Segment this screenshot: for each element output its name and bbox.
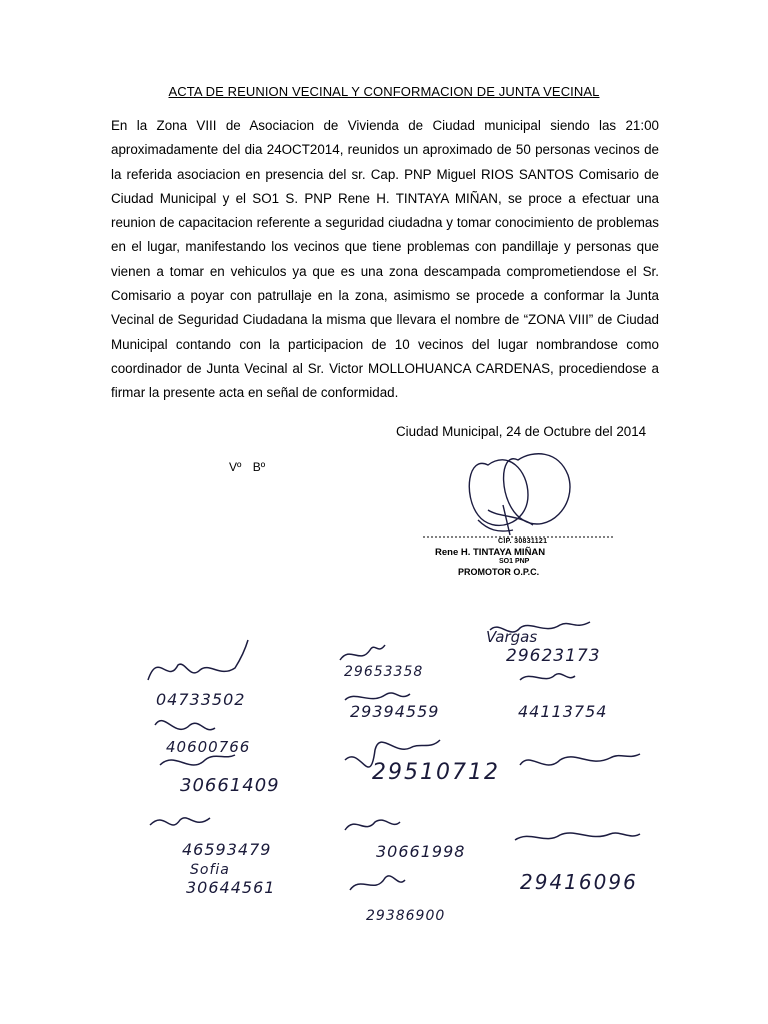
signature-dni: 29653358 (344, 664, 424, 680)
signature-dni: 29623173 (506, 646, 601, 666)
approval-mark: Vº Bº (229, 460, 266, 474)
stamp-cip: CIP. 30831121 (498, 538, 548, 545)
stamp-name: Rene H. TINTAYA MIÑAN (435, 547, 546, 558)
signature-dni: 04733502 (156, 690, 246, 709)
signature-dni: 44113754 (518, 702, 608, 721)
signature-section (0, 590, 768, 1024)
document-body: En la Zona VIII de Asociacion de Vivienda de Ciudad municipal siendo las 21:00 aproximadamente del dia 24OCT2014, reunidos un aproximado de 50 personas vecinos de la referida asociacion en presencia del sr. Cap. PNP Miguel RIOS SANTOS Comisario de Ciudad Municipal y el SO1 S. PNP Rene H. TINTAYA MIÑAN, se proce a efectuar una reunion de capacitacion referente a seguridad ciudadna y tomar conocimiento de problemas en el lugar, manifestando los vecinos que tiene problemas con pandillaje y personas que vienen a tomar en vehiculos ya que es una zona descampada comprometiendose el Sr. Comisario a poyar con patrullaje en la zona, asimismo se procede a conformar la Junta Vecinal de Seguridad Ciudadana la misma que llevara el nombre de “ZONA VIII” de Ciudad Municipal contando con la participacion de 10 vecinos del lugar nombrandose como coordinador de Junta Vecinal al Sr. Victor MOLLOHUANCA CARDENAS, procediendose a firmar la presente acta en señal de conformidad. (111, 118, 659, 401)
signature-dni: 29510712 (372, 760, 500, 785)
document-title: ACTA DE REUNION VECINAL Y CONFORMACION DE JUNTA VECINAL (168, 84, 600, 99)
stamp-rank: SO1 PNP (499, 558, 530, 565)
signature-dni: 30661998 (376, 842, 466, 861)
signature-name: Sofia (190, 862, 230, 878)
signature-dni: 40600766 (166, 738, 251, 756)
signature-name: Vargas (486, 628, 538, 646)
stamp-role: PROMOTOR O.P.C. (458, 567, 540, 577)
signature-dni: 30661409 (180, 775, 280, 796)
signature-dni: 29394559 (350, 702, 440, 721)
signature-dni: 29416096 (520, 870, 638, 894)
date-line: Ciudad Municipal, 24 de Octubre del 2014 (396, 424, 647, 439)
signature-dni: 29386900 (366, 908, 446, 924)
signature-dni: 30644561 (186, 878, 276, 897)
signature-dni: 46593479 (182, 840, 272, 859)
official-stamp (418, 445, 618, 585)
signature-scribbles (0, 590, 768, 1024)
